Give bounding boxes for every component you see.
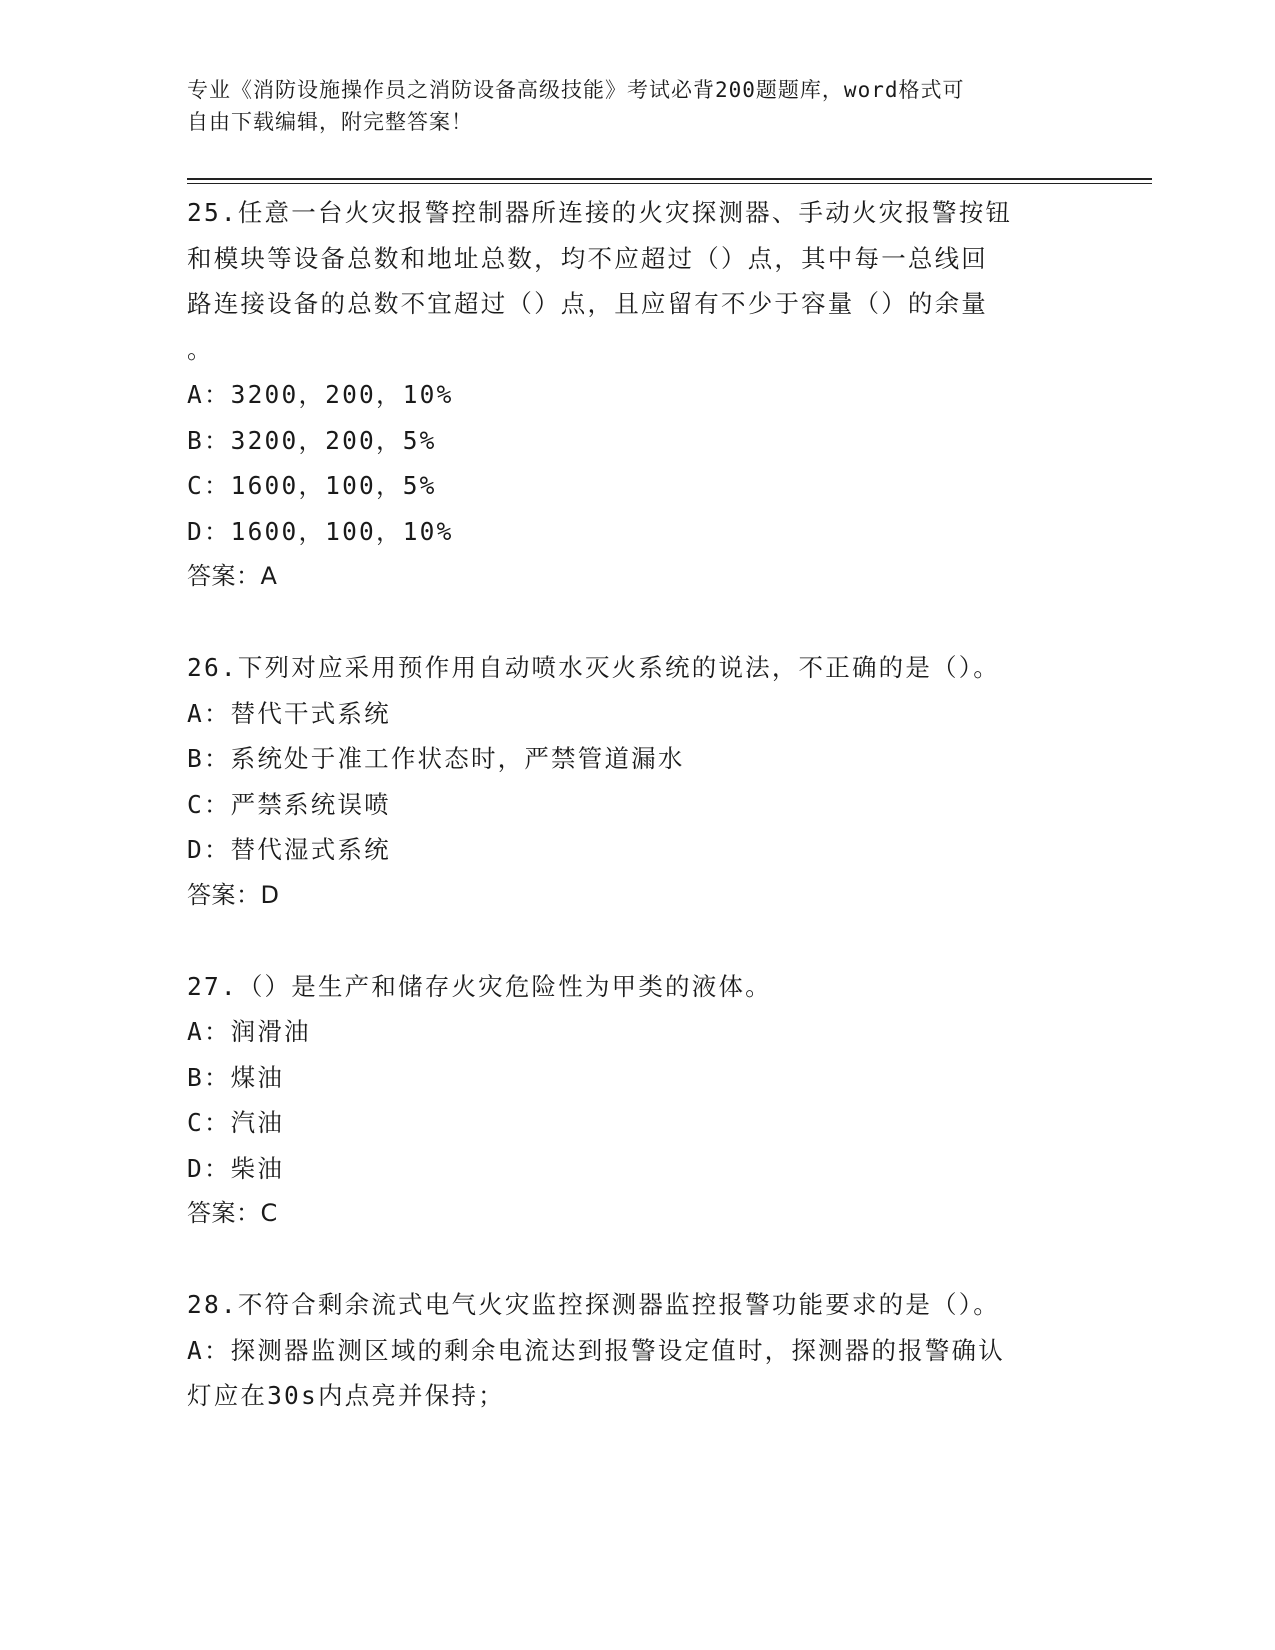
spacer — [187, 918, 1087, 964]
option-a: A：润滑油 — [187, 1017, 311, 1046]
option-a: A：探测器监测区域的剩余电流达到报警设定值时，探测器的报警确认 — [187, 1335, 1005, 1365]
question-text-line: 路连接设备的总数不宜超过（）点，且应留有不少于容量（）的余量 — [187, 289, 988, 318]
header-line-2: 自由下载编辑，附完整答案！ — [187, 110, 473, 134]
option-b: B：煤油 — [187, 1062, 285, 1092]
spacer — [187, 599, 1087, 645]
header-line-1: 专业《消防设施操作员之消防设备高级技能》考试必背200题题库，word格式可 — [187, 78, 965, 102]
question-text-line: 和模块等设备总数和地址总数，均不应超过（）点，其中每一总线回 — [187, 243, 988, 273]
question-26 — [187, 645, 1087, 918]
question-25 — [187, 190, 1087, 599]
option-c: C：汽油 — [187, 1108, 285, 1137]
header-divider-thick — [187, 178, 1152, 180]
answer-label: 答案：C — [187, 1199, 278, 1227]
question-text-line: 28.不符合剩余流式电气火灾监控探测器监控报警功能要求的是（）。 — [187, 1290, 1000, 1319]
document-header — [187, 74, 1067, 138]
option-a: A：3200，200，10% — [187, 380, 454, 409]
question-text-line: 25.任意一台火灾报警控制器所连接的火灾探测器、手动火灾报警按钮 — [187, 198, 1013, 227]
option-d: D：1600，100，10% — [187, 516, 454, 546]
spacer — [187, 1236, 1087, 1282]
question-27 — [187, 964, 1087, 1237]
option-c: C：严禁系统误喷 — [187, 789, 391, 819]
answer-label: 答案：A — [187, 562, 278, 590]
question-list — [187, 190, 1087, 1419]
option-a: A：替代干式系统 — [187, 698, 391, 728]
option-d: D：柴油 — [187, 1153, 285, 1183]
question-text-line: 27.（）是生产和储存火灾危险性为甲类的液体。 — [187, 971, 772, 1001]
option-b: B：3200，200，5% — [187, 425, 437, 455]
option-b: B：系统处于准工作状态时，严禁管道漏水 — [187, 744, 685, 773]
question-text-line: 。 — [187, 334, 214, 364]
question-28 — [187, 1282, 1087, 1419]
option-a-continued: 灯应在30s内点亮并保持； — [187, 1381, 505, 1410]
option-c: C：1600，100，5% — [187, 471, 437, 500]
header-divider-thin — [187, 183, 1152, 184]
question-text-line: 26.下列对应采用预作用自动喷水灭火系统的说法，不正确的是（）。 — [187, 653, 1000, 682]
option-d: D：替代湿式系统 — [187, 835, 391, 864]
answer-label: 答案：D — [187, 880, 280, 909]
